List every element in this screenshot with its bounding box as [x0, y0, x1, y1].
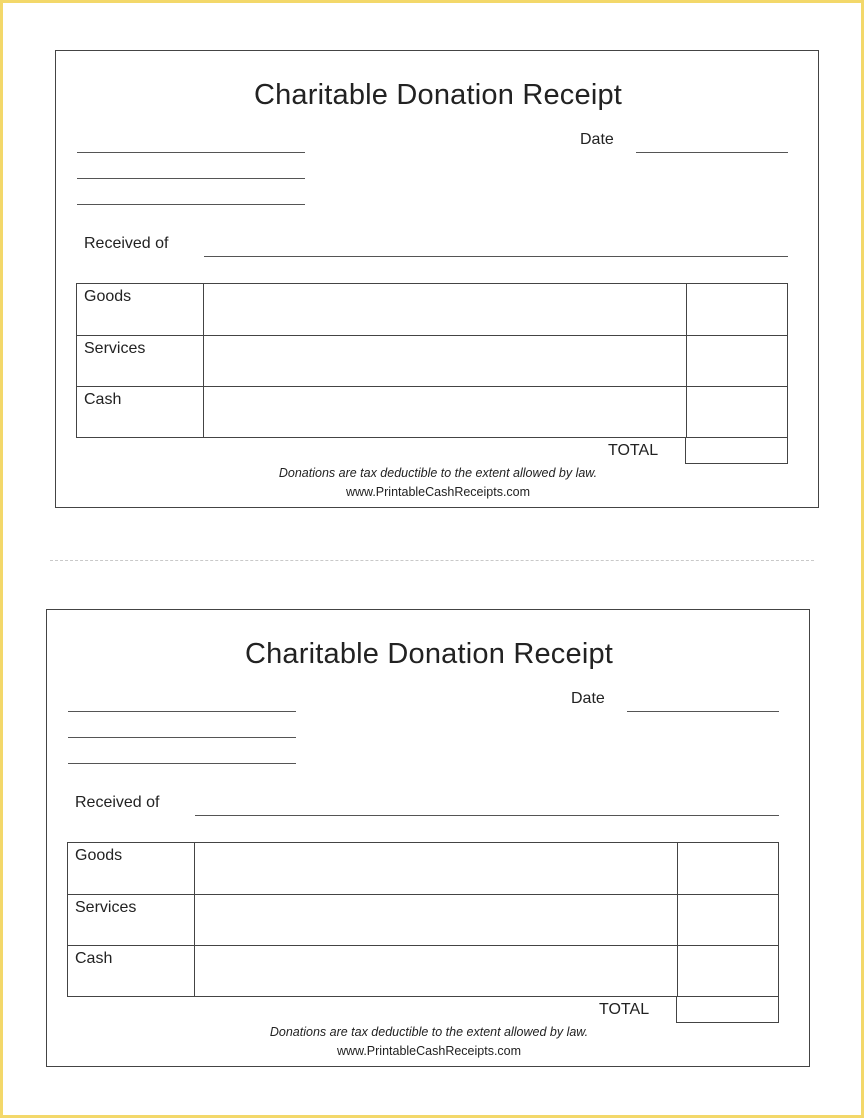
goods-label: Goods	[84, 288, 132, 305]
website-text: www.PrintableCashReceipts.com	[336, 1044, 522, 1058]
website-text: www.PrintableCashReceipts.com	[345, 485, 531, 499]
services-label: Services	[75, 899, 137, 916]
table-row-goods[interactable]	[77, 284, 787, 335]
table-row-cash[interactable]	[77, 386, 787, 438]
donation-receipt-bottom	[46, 609, 810, 1067]
table-row-services[interactable]	[68, 894, 778, 946]
total-field[interactable]	[685, 437, 788, 464]
date-field[interactable]	[627, 711, 779, 712]
receipt-title: Charitable Donation Receipt	[244, 638, 614, 670]
table-row-cash[interactable]	[68, 945, 778, 997]
tax-note: Donations are tax deductible to the extent allowed by law.	[278, 466, 598, 480]
total-label: TOTAL	[608, 442, 659, 459]
received-of-label: Received of	[84, 235, 169, 252]
donation-items-table	[67, 842, 779, 997]
table-row-goods[interactable]	[68, 843, 778, 894]
date-field[interactable]	[636, 152, 788, 153]
cash-label: Cash	[84, 391, 122, 408]
organization-line-1[interactable]	[68, 711, 296, 712]
total-label: TOTAL	[599, 1001, 650, 1018]
organization-line-2[interactable]	[68, 737, 296, 738]
tax-note: Donations are tax deductible to the extent allowed by law.	[269, 1025, 589, 1039]
date-label: Date	[571, 690, 605, 707]
received-of-field[interactable]	[195, 815, 779, 816]
organization-line-3[interactable]	[68, 763, 296, 764]
table-row-services[interactable]	[77, 335, 787, 387]
received-of-field[interactable]	[204, 256, 788, 257]
services-label: Services	[84, 340, 146, 357]
goods-label: Goods	[75, 847, 123, 864]
column-divider	[203, 284, 204, 437]
date-label: Date	[580, 131, 614, 148]
organization-line-1[interactable]	[77, 152, 305, 153]
organization-line-2[interactable]	[77, 178, 305, 179]
cash-label: Cash	[75, 950, 113, 967]
receipt-title: Charitable Donation Receipt	[253, 79, 623, 111]
donation-items-table	[76, 283, 788, 438]
organization-line-3[interactable]	[77, 204, 305, 205]
column-divider	[677, 843, 678, 996]
cut-line	[50, 560, 814, 561]
column-divider	[194, 843, 195, 996]
total-field[interactable]	[676, 996, 779, 1023]
received-of-label: Received of	[75, 794, 160, 811]
donation-receipt-top	[55, 50, 819, 508]
column-divider	[686, 284, 687, 437]
